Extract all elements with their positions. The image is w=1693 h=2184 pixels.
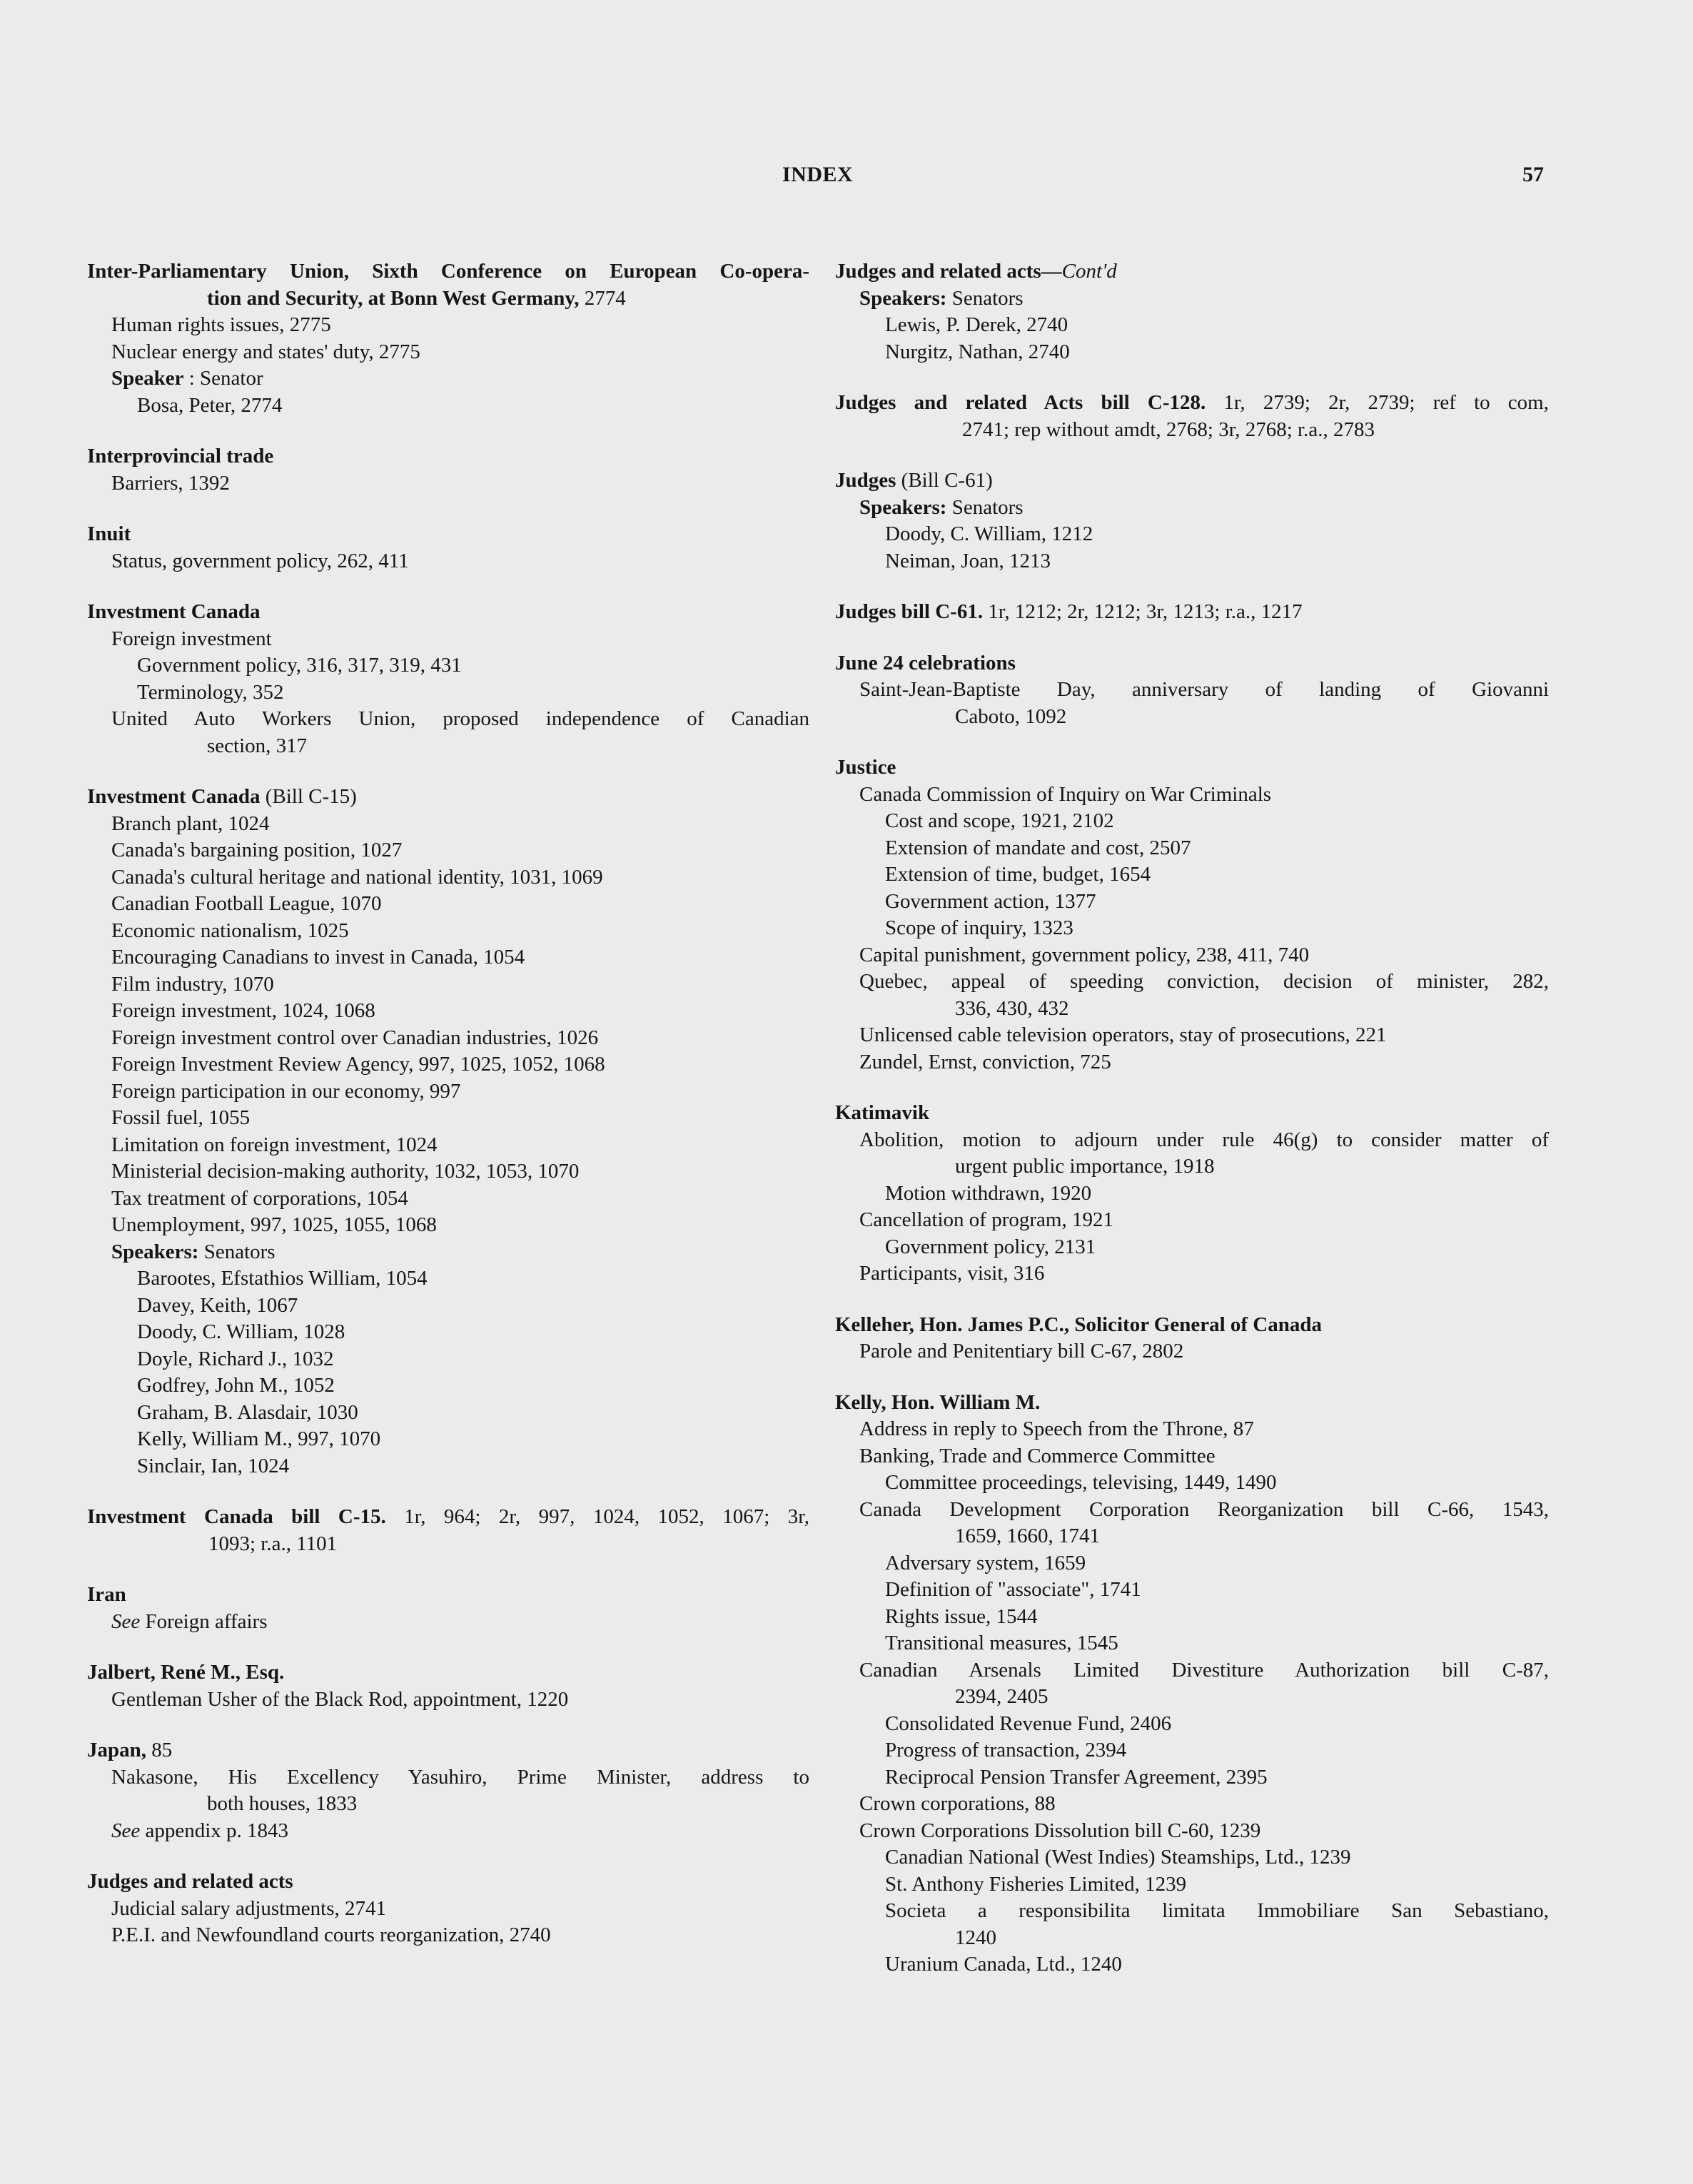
index-entry — [835, 754, 1549, 1076]
subentry: Quebec, appeal of speeding conviction, decision of minister, 282, — [859, 970, 1549, 993]
speakers-label-line — [87, 1239, 809, 1266]
heading-qualifier: (Bill C-15) — [260, 785, 357, 808]
page-number: 57 — [1522, 163, 1544, 186]
subentry-continued: both houses, 1833 — [207, 1792, 358, 1815]
speaker-name: Bosa, Peter, 2774 — [137, 393, 283, 417]
subsubentry: Government policy, 2131 — [885, 1235, 1096, 1258]
entry-heading: Japan, — [87, 1739, 147, 1761]
subsubentry: Government policy, 316, 317, 319, 431 — [137, 654, 462, 677]
bill-stages-continued: 1093; r.a., 1101 — [208, 1532, 338, 1555]
subentry: Fossil fuel, 1055 — [111, 1106, 251, 1129]
entry-heading: Investment Canada — [87, 600, 261, 623]
subentry: Participants, visit, 316 — [859, 1262, 1045, 1285]
subsubentry: Transitional measures, 1545 — [885, 1632, 1118, 1654]
subentry: Capital punishment, government policy, 238, 411, 740 — [859, 943, 1310, 966]
subsubentry-continued: 1240 — [955, 1926, 996, 1949]
subsubentry: Rights issue, 1544 — [885, 1604, 1038, 1628]
speakers-label: Speakers: — [859, 495, 947, 519]
subsubentry: Canadian National (West Indies) Steamships, Ltd., 1239 — [885, 1846, 1351, 1869]
speaker-name: Graham, B. Alasdair, 1030 — [137, 1400, 358, 1424]
speaker-name: Doyle, Richard J., 1032 — [137, 1347, 334, 1370]
subentry: Economic nationalism, 1025 — [111, 919, 349, 942]
page-ref: 2774 — [579, 286, 626, 310]
left-column — [87, 258, 809, 1973]
subentry: Saint-Jean-Baptiste Day, anniversary of landing of Giovanni — [859, 678, 1549, 701]
speaker-name: Davey, Keith, 1067 — [137, 1293, 298, 1317]
subentry-continued: 1659, 1660, 1741 — [955, 1525, 1100, 1547]
bill-stages: 1r, 2739; 2r, 2739; ref to com, — [1206, 391, 1549, 414]
see-label: See — [111, 1819, 141, 1842]
subsubentry: Government action, 1377 — [885, 889, 1096, 913]
index-entry — [87, 784, 809, 1480]
heading-text: tion and Security, at Bonn West Germany, — [207, 286, 580, 310]
subentry: Foreign Investment Review Agency, 997, 1025, 1052, 1068 — [111, 1053, 605, 1076]
index-entry — [87, 1737, 809, 1844]
index-entry — [87, 258, 809, 419]
index-entry — [835, 650, 1549, 731]
subentry-continued: section, 317 — [207, 734, 308, 757]
subentry-continued: 2394, 2405 — [955, 1685, 1048, 1708]
speaker-name: Kelly, William M., 997, 1070 — [137, 1427, 381, 1450]
subsubentry: Consolidated Revenue Fund, 2406 — [885, 1712, 1172, 1735]
right-column — [835, 258, 1549, 2003]
speakers-label-rest: Senators — [198, 1240, 276, 1263]
entry-heading-line — [835, 390, 1549, 417]
subentry: Unemployment, 997, 1025, 1055, 1068 — [111, 1213, 437, 1236]
bill-stages-continued: 2741; rep without amdt, 2768; 3r, 2768; r.a., 2783 — [962, 418, 1375, 441]
entry-heading: Katimavik — [835, 1101, 930, 1124]
subentry: United Auto Workers Union, proposed independence of Canadian — [111, 707, 809, 730]
subentry: Canada Commission of Inquiry on War Criminals — [859, 782, 1272, 806]
cross-reference — [87, 1609, 809, 1636]
heading-qualifier: (Bill C-61) — [896, 469, 993, 492]
subentry: Foreign investment, 1024, 1068 — [111, 999, 375, 1022]
speaker-name: Lewis, P. Derek, 2740 — [885, 313, 1068, 336]
subentry: Foreign participation in our economy, 997 — [111, 1079, 461, 1103]
speaker-name: Godfrey, John M., 1052 — [137, 1374, 335, 1397]
subsubentry: St. Anthony Fisheries Limited, 1239 — [885, 1872, 1187, 1896]
index-entry — [835, 258, 1549, 365]
subentry: Canada's cultural heritage and national identity, 1031, 1069 — [111, 865, 603, 889]
speakers-label: Speakers: — [111, 1240, 199, 1263]
index-entry — [87, 1659, 809, 1713]
subentry: Film industry, 1070 — [111, 972, 274, 996]
subentry: Judicial salary adjustments, 2741 — [111, 1896, 386, 1920]
entry-heading: Inter-Parliamentary Union, Sixth Conference on European Co-opera- — [87, 260, 809, 283]
subsubentry: Cost and scope, 1921, 2102 — [885, 809, 1114, 832]
speaker-name: Neiman, Joan, 1213 — [885, 549, 1051, 572]
entry-heading-line — [835, 599, 1549, 626]
speakers-label-line — [835, 285, 1549, 313]
speaker-name: Doody, C. William, 1028 — [137, 1320, 345, 1343]
speakers-label: Speakers: — [859, 286, 947, 310]
subentry: Zundel, Ernst, conviction, 725 — [859, 1050, 1111, 1073]
subentry: Nuclear energy and states' duty, 2775 — [111, 340, 420, 363]
cross-reference-target: Foreign affairs — [140, 1609, 268, 1633]
subentry: Foreign investment control over Canadian industries, 1026 — [111, 1026, 599, 1049]
subentry: Cancellation of program, 1921 — [859, 1208, 1113, 1231]
index-entry — [835, 599, 1549, 626]
entry-heading-line — [835, 258, 1549, 285]
cross-reference-target: appendix p. 1843 — [140, 1819, 289, 1842]
speaker-name: Doody, C. William, 1212 — [885, 522, 1093, 545]
entry-heading: Investment Canada — [87, 785, 261, 808]
subentry-continued: urgent public importance, 1918 — [955, 1155, 1215, 1178]
subsubentry: Extension of mandate and cost, 2507 — [885, 836, 1191, 859]
index-entry — [87, 1504, 809, 1557]
bill-stages: 1r, 1212; 2r, 1212; 3r, 1213; r.a., 1217 — [983, 600, 1303, 623]
speaker-name: Sinclair, Ian, 1024 — [137, 1454, 290, 1477]
subentry: Barriers, 1392 — [111, 471, 230, 495]
entry-heading: Judges and related acts — [87, 1870, 293, 1893]
entry-heading-line — [87, 784, 809, 811]
subsubentry: Extension of time, budget, 1654 — [885, 863, 1151, 886]
bill-stages: 1r, 964; 2r, 997, 1024, 1052, 1067; 3r, — [385, 1505, 809, 1528]
index-entry — [835, 390, 1549, 443]
index-entry — [87, 599, 809, 759]
index-entry — [835, 467, 1549, 575]
entry-heading: Kelleher, Hon. James P.C., Solicitor General of Canada — [835, 1313, 1323, 1336]
subentry: Encouraging Canadians to invest in Canada, 1054 — [111, 946, 525, 969]
subentry: Unlicensed cable television operators, stay of prosecutions, 221 — [859, 1023, 1387, 1046]
subentry: Status, government policy, 262, 411 — [111, 549, 409, 572]
index-entry — [835, 1100, 1549, 1288]
subentry: Human rights issues, 2775 — [111, 313, 331, 336]
subsubentry: Motion withdrawn, 1920 — [885, 1181, 1092, 1205]
index-entry — [835, 1390, 1549, 1978]
subentry: Parole and Penitentiary bill C-67, 2802 — [859, 1340, 1184, 1363]
subsubentry: Adversary system, 1659 — [885, 1551, 1086, 1574]
subentry: Canadian Football League, 1070 — [111, 892, 382, 915]
subentry-continued: Caboto, 1092 — [955, 704, 1067, 728]
subentry: Banking, Trade and Commerce Committee — [859, 1444, 1216, 1467]
subentry: Gentleman Usher of the Black Rod, appointment, 1220 — [111, 1687, 569, 1711]
speakers-label-line — [835, 495, 1549, 522]
subentry-continued: 336, 430, 432 — [955, 996, 1069, 1020]
entry-heading: June 24 celebrations — [835, 651, 1016, 674]
speaker-label-line — [87, 365, 809, 393]
entry-heading: Judges bill C-61. — [835, 600, 984, 623]
subsubentry: Societa a responsibilita limitata Immobiliare San Sebastiano, — [885, 1899, 1549, 1922]
index-entry — [87, 1869, 809, 1949]
subentry: Canada's bargaining position, 1027 — [111, 839, 403, 861]
subsubentry: Reciprocal Pension Transfer Agreement, 2395 — [885, 1765, 1268, 1789]
entry-heading-line — [835, 467, 1549, 495]
subsubentry: Definition of "associate", 1741 — [885, 1578, 1141, 1601]
entry-heading: Investment Canada bill C-15. — [87, 1505, 386, 1528]
speaker-label: Speaker — [111, 367, 184, 390]
speakers-label-rest: Senators — [946, 286, 1024, 310]
subentry: P.E.I. and Newfoundland courts reorganization, 2740 — [111, 1923, 551, 1946]
entry-heading: Kelly, Hon. William M. — [835, 1390, 1041, 1414]
subsubentry: Scope of inquiry, 1323 — [885, 916, 1073, 939]
see-label: See — [111, 1609, 141, 1633]
speaker-label-rest: : Senator — [183, 367, 263, 390]
entry-heading: Judges and related acts— — [835, 260, 1062, 283]
subentry: Abolition, motion to adjourn under rule 46(g) to consider matter of — [859, 1128, 1549, 1151]
index-entry — [87, 443, 809, 497]
entry-heading: Interprovincial trade — [87, 445, 274, 467]
cross-reference — [87, 1818, 809, 1845]
subentry: Foreign investment — [111, 627, 272, 650]
subentry: Address in reply to Speech from the Throne, 87 — [859, 1417, 1254, 1440]
entry-heading-line — [87, 1504, 809, 1531]
entry-heading: Judges — [835, 469, 896, 492]
subsubentry: Uranium Canada, Ltd., 1240 — [885, 1953, 1122, 1976]
entry-heading: Judges and related Acts bill C-128. — [835, 391, 1206, 414]
page-title: INDEX — [782, 163, 854, 186]
entry-heading-continued — [87, 285, 809, 313]
entry-heading-line — [87, 1737, 809, 1764]
index-entry — [835, 1312, 1549, 1365]
index-entry — [87, 1582, 809, 1635]
subentry: Tax treatment of corporations, 1054 — [111, 1186, 408, 1210]
continued-label: Cont'd — [1061, 260, 1117, 283]
entry-heading: Iran — [87, 1583, 126, 1606]
subentry: Branch plant, 1024 — [111, 812, 270, 835]
speakers-label-rest: Senators — [946, 495, 1024, 519]
index-entry — [87, 521, 809, 575]
subsubentry: Terminology, 352 — [137, 680, 284, 704]
page-ref: 85 — [146, 1739, 173, 1761]
subentry: Canadian Arsenals Limited Divestiture Authorization bill C-87, — [859, 1658, 1549, 1682]
entry-heading: Jalbert, René M., Esq. — [87, 1661, 285, 1684]
speaker-name: Barootes, Efstathios William, 1054 — [137, 1267, 428, 1290]
entry-heading: Inuit — [87, 522, 131, 545]
subsubentry: Committee proceedings, televising, 1449, 1490 — [885, 1471, 1277, 1494]
subentry: Crown corporations, 88 — [859, 1792, 1056, 1815]
subentry: Crown Corporations Dissolution bill C-60, 1239 — [859, 1819, 1261, 1842]
subentry: Canada Development Corporation Reorganization bill C-66, 1543, — [859, 1497, 1549, 1521]
speaker-name: Nurgitz, Nathan, 2740 — [885, 340, 1070, 363]
subentry: Ministerial decision-making authority, 1032, 1053, 1070 — [111, 1160, 580, 1183]
subentry: Limitation on foreign investment, 1024 — [111, 1133, 438, 1156]
subsubentry: Progress of transaction, 2394 — [885, 1739, 1127, 1761]
subentry: Nakasone, His Excellency Yasuhiro, Prime Minister, address to — [111, 1765, 809, 1789]
entry-heading: Justice — [835, 756, 896, 779]
